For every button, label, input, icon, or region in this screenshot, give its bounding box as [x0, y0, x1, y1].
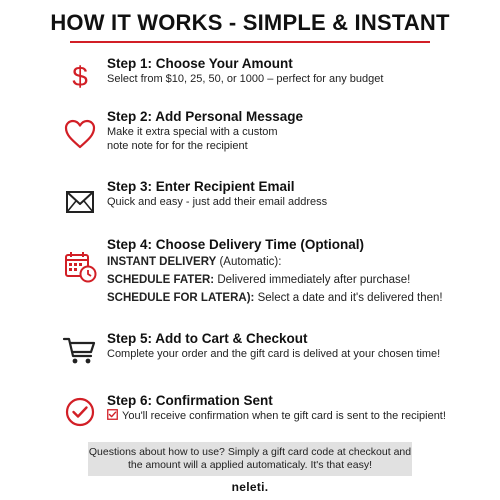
cart-icon [60, 330, 100, 370]
step-description-line-1: Make it extra special with a custom [107, 126, 278, 138]
check-circle-icon [60, 392, 100, 432]
help-note-box [88, 442, 412, 476]
checkbox-check-icon [107, 409, 118, 420]
brand-logo-text: neleti. [231, 480, 269, 494]
svg-text:$: $ [72, 61, 88, 92]
title-underline [70, 41, 430, 43]
help-note-line-2: the amount will a applied automaticaly. It's that easy! [127, 459, 373, 471]
schedule-later-line [107, 289, 497, 307]
instant-delivery-text: (Automatic): [216, 256, 282, 268]
instant-delivery-line [107, 253, 497, 271]
step-title: Step 2: Add Personal Message [107, 109, 304, 124]
schedule-later-label: SCHEDULE FOR LATERA): [107, 292, 255, 304]
schedule-fater-label: SCHEDULE FATER: [107, 274, 215, 286]
calendar-clock-icon [60, 246, 100, 286]
help-note-line-1: Questions about how to use? Simply a gift card code at checkout and [88, 446, 412, 458]
step-description: Quick and easy - just add their email address [107, 196, 328, 208]
step-title: Step 6: Confirmation Sent [107, 393, 273, 408]
step-title: Step 4: Choose Delivery Time (Optional) [107, 237, 365, 252]
step-title: Step 3: Enter Recipient Email [107, 179, 295, 194]
step-title: Step 5: Add to Cart & Checkout [107, 331, 308, 346]
step-description: You'll receive confirmation when te gift card is sent to the recipient! [122, 410, 446, 422]
schedule-fater-line [107, 271, 497, 289]
step-description-line [107, 409, 497, 423]
step-description: Select from $10, 25, 50, or 1000 – perfect for any budget [107, 73, 384, 85]
schedule-fater-text: Delivered immediately after purchase! [214, 274, 411, 286]
page-title: HOW IT WORKS - SIMPLE & INSTANT [50, 10, 450, 35]
dollar-icon [60, 57, 100, 97]
schedule-later-text: Select a date and it's delivered then! [254, 292, 443, 304]
step-description-line-2: note note for for the recipient [107, 140, 248, 152]
envelope-icon [60, 182, 100, 222]
step-title: Step 1: Choose Your Amount [107, 56, 293, 71]
instant-delivery-label: INSTANT DELIVERY [107, 256, 217, 268]
heart-icon [60, 114, 100, 154]
step-description: Complete your order and the gift card is delived at your chosen time! [107, 348, 441, 360]
